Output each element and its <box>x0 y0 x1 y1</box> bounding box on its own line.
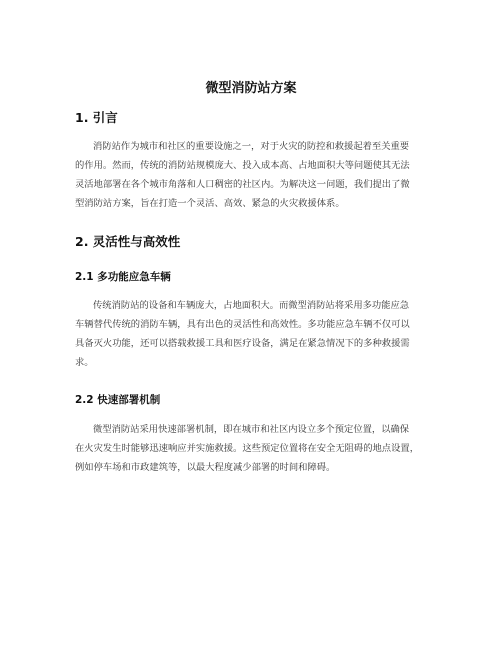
paragraph-line: 车辆替代传统的消防车辆，具有出色的灵活性和高效性。多功能应急车辆不仅可以 <box>75 319 410 330</box>
paragraph-line: 型消防站方案，旨在打造一个灵活、高效、紧急的火灾救援体系。 <box>75 198 345 209</box>
document-title: 微型消防站方案 <box>205 81 297 96</box>
vehicles-paragraph <box>75 296 435 372</box>
paragraph-line: 求。 <box>75 357 94 368</box>
paragraph-line: 微型消防站采用快速部署机制，即在城市和社区内设立多个预定位置，以确保 <box>93 424 410 435</box>
paragraph-line: 消防站作为城市和社区的重要设施之一，对于火灾的防控和救援起着至关重要 <box>93 141 410 152</box>
introduction-paragraph <box>75 137 435 213</box>
section-heading-introduction: 1. 引言 <box>75 110 118 125</box>
deployment-paragraph <box>75 420 435 477</box>
paragraph-line: 具备灭火功能，还可以搭载救援工具和医疗设备，满足在紧急情况下的多种救援需 <box>75 338 410 349</box>
subsection-heading-vehicles: 2.1 多功能应急车辆 <box>75 271 171 283</box>
paragraph-line: 的作用。然而，传统的消防站规模庞大、投入成本高、占地面积大等问题使其无法 <box>75 160 410 171</box>
section-heading-flexibility: 2. 灵活性与高效性 <box>75 234 181 249</box>
paragraph-line: 例如停车场和市政建筑等，以最大程度减少部署的时间和障碍。 <box>75 462 336 473</box>
paragraph-line: 在火灾发生时能够迅速响应并实施救援。这些预定位置将在安全无阻碍的地点设置， <box>75 443 419 454</box>
paragraph-line: 传统消防站的设备和车辆庞大，占地面积大。而微型消防站将采用多功能应急 <box>93 300 410 311</box>
subsection-heading-deployment: 2.2 快速部署机制 <box>75 394 161 406</box>
paragraph-line: 灵活地部署在各个城市角落和人口稠密的社区内。为解决这一问题，我们提出了微 <box>75 179 410 190</box>
